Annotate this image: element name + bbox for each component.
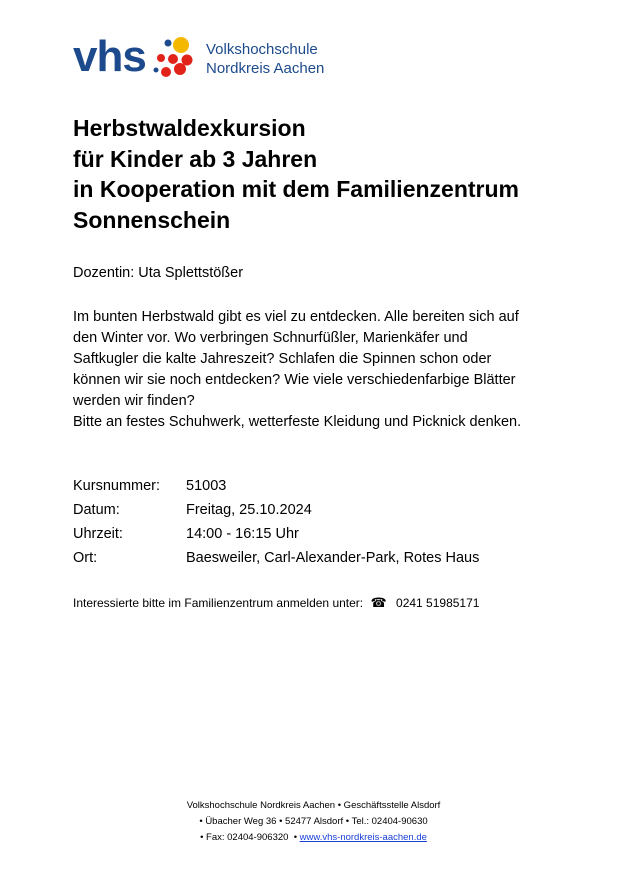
course-number-label: Kursnummer: — [73, 478, 161, 494]
vhs-logo — [73, 32, 353, 86]
time-value: 14:00 - 16:15 Uhr — [186, 526, 299, 542]
page-title — [73, 113, 593, 235]
footer-line: • Übacher Weg 36 • 52477 Alsdorf • Tel.: 02404-90630 — [199, 816, 428, 827]
logo-org-line2: Nordkreis Aachen — [206, 60, 325, 77]
footer-line — [0, 830, 627, 846]
place-label: Ort: — [73, 550, 98, 566]
title-line: Sonnenschein — [73, 206, 231, 233]
title-line: in Kooperation mit dem Familienzentrum — [73, 176, 519, 202]
footer-line: Volkshochschule Nordkreis Aachen • Geschäftsstelle Alsdorf — [186, 800, 441, 811]
logo-dots-icon — [151, 36, 199, 80]
description-line: Im bunten Herbstwald gibt es viel zu entdecken. Alle bereiten sich auf — [73, 309, 519, 325]
course-number-row — [73, 474, 479, 498]
description-line: den Winter vor. Wo verbringen Schnurfüßler, Marienkäfer und — [73, 330, 468, 346]
title-line: Herbstwaldexkursion — [73, 115, 306, 141]
description-line: Bitte an festes Schuhwerk, wetterfeste Kleidung und Picknick denken. — [73, 414, 522, 430]
footer — [0, 798, 627, 846]
footer-fax: • Fax: 02404-906320 • — [200, 832, 300, 843]
logo-wordmark: vhs — [73, 32, 146, 81]
course-details — [73, 474, 479, 570]
date-row — [73, 498, 479, 522]
date-value: Freitag, 25.10.2024 — [186, 502, 312, 518]
lecturer: Dozentin: Uta Splettstößer — [73, 265, 244, 281]
registration-text: Interessierte bitte im Familienzentrum anmelden unter: — [73, 596, 364, 610]
description-line: Saftkugler die kalte Jahreszeit? Schlafen die Spinnen schon oder — [73, 351, 492, 367]
course-number-value: 51003 — [186, 478, 227, 494]
description-line: können wir sie noch entdecken? Wie viele verschiedenfarbige Blätter — [73, 372, 516, 388]
place-row — [73, 546, 479, 570]
time-row — [73, 522, 479, 546]
website-link[interactable]: www.vhs-nordkreis-aachen.de — [299, 832, 427, 843]
description-line: werden wir finden? — [73, 393, 195, 409]
registration-note — [73, 595, 479, 611]
telephone-icon: ☎ — [370, 595, 387, 610]
description — [73, 307, 573, 433]
phone-number: 0241 51985171 — [396, 596, 480, 610]
time-label: Uhrzeit: — [73, 526, 123, 542]
logo-org-name — [206, 40, 324, 78]
place-value: Baesweiler, Carl-Alexander-Park, Rotes Haus — [186, 550, 480, 566]
date-label: Datum: — [73, 502, 120, 518]
title-line: für Kinder ab 3 Jahren — [73, 145, 318, 172]
logo-org-line1: Volkshochschule — [206, 41, 318, 58]
